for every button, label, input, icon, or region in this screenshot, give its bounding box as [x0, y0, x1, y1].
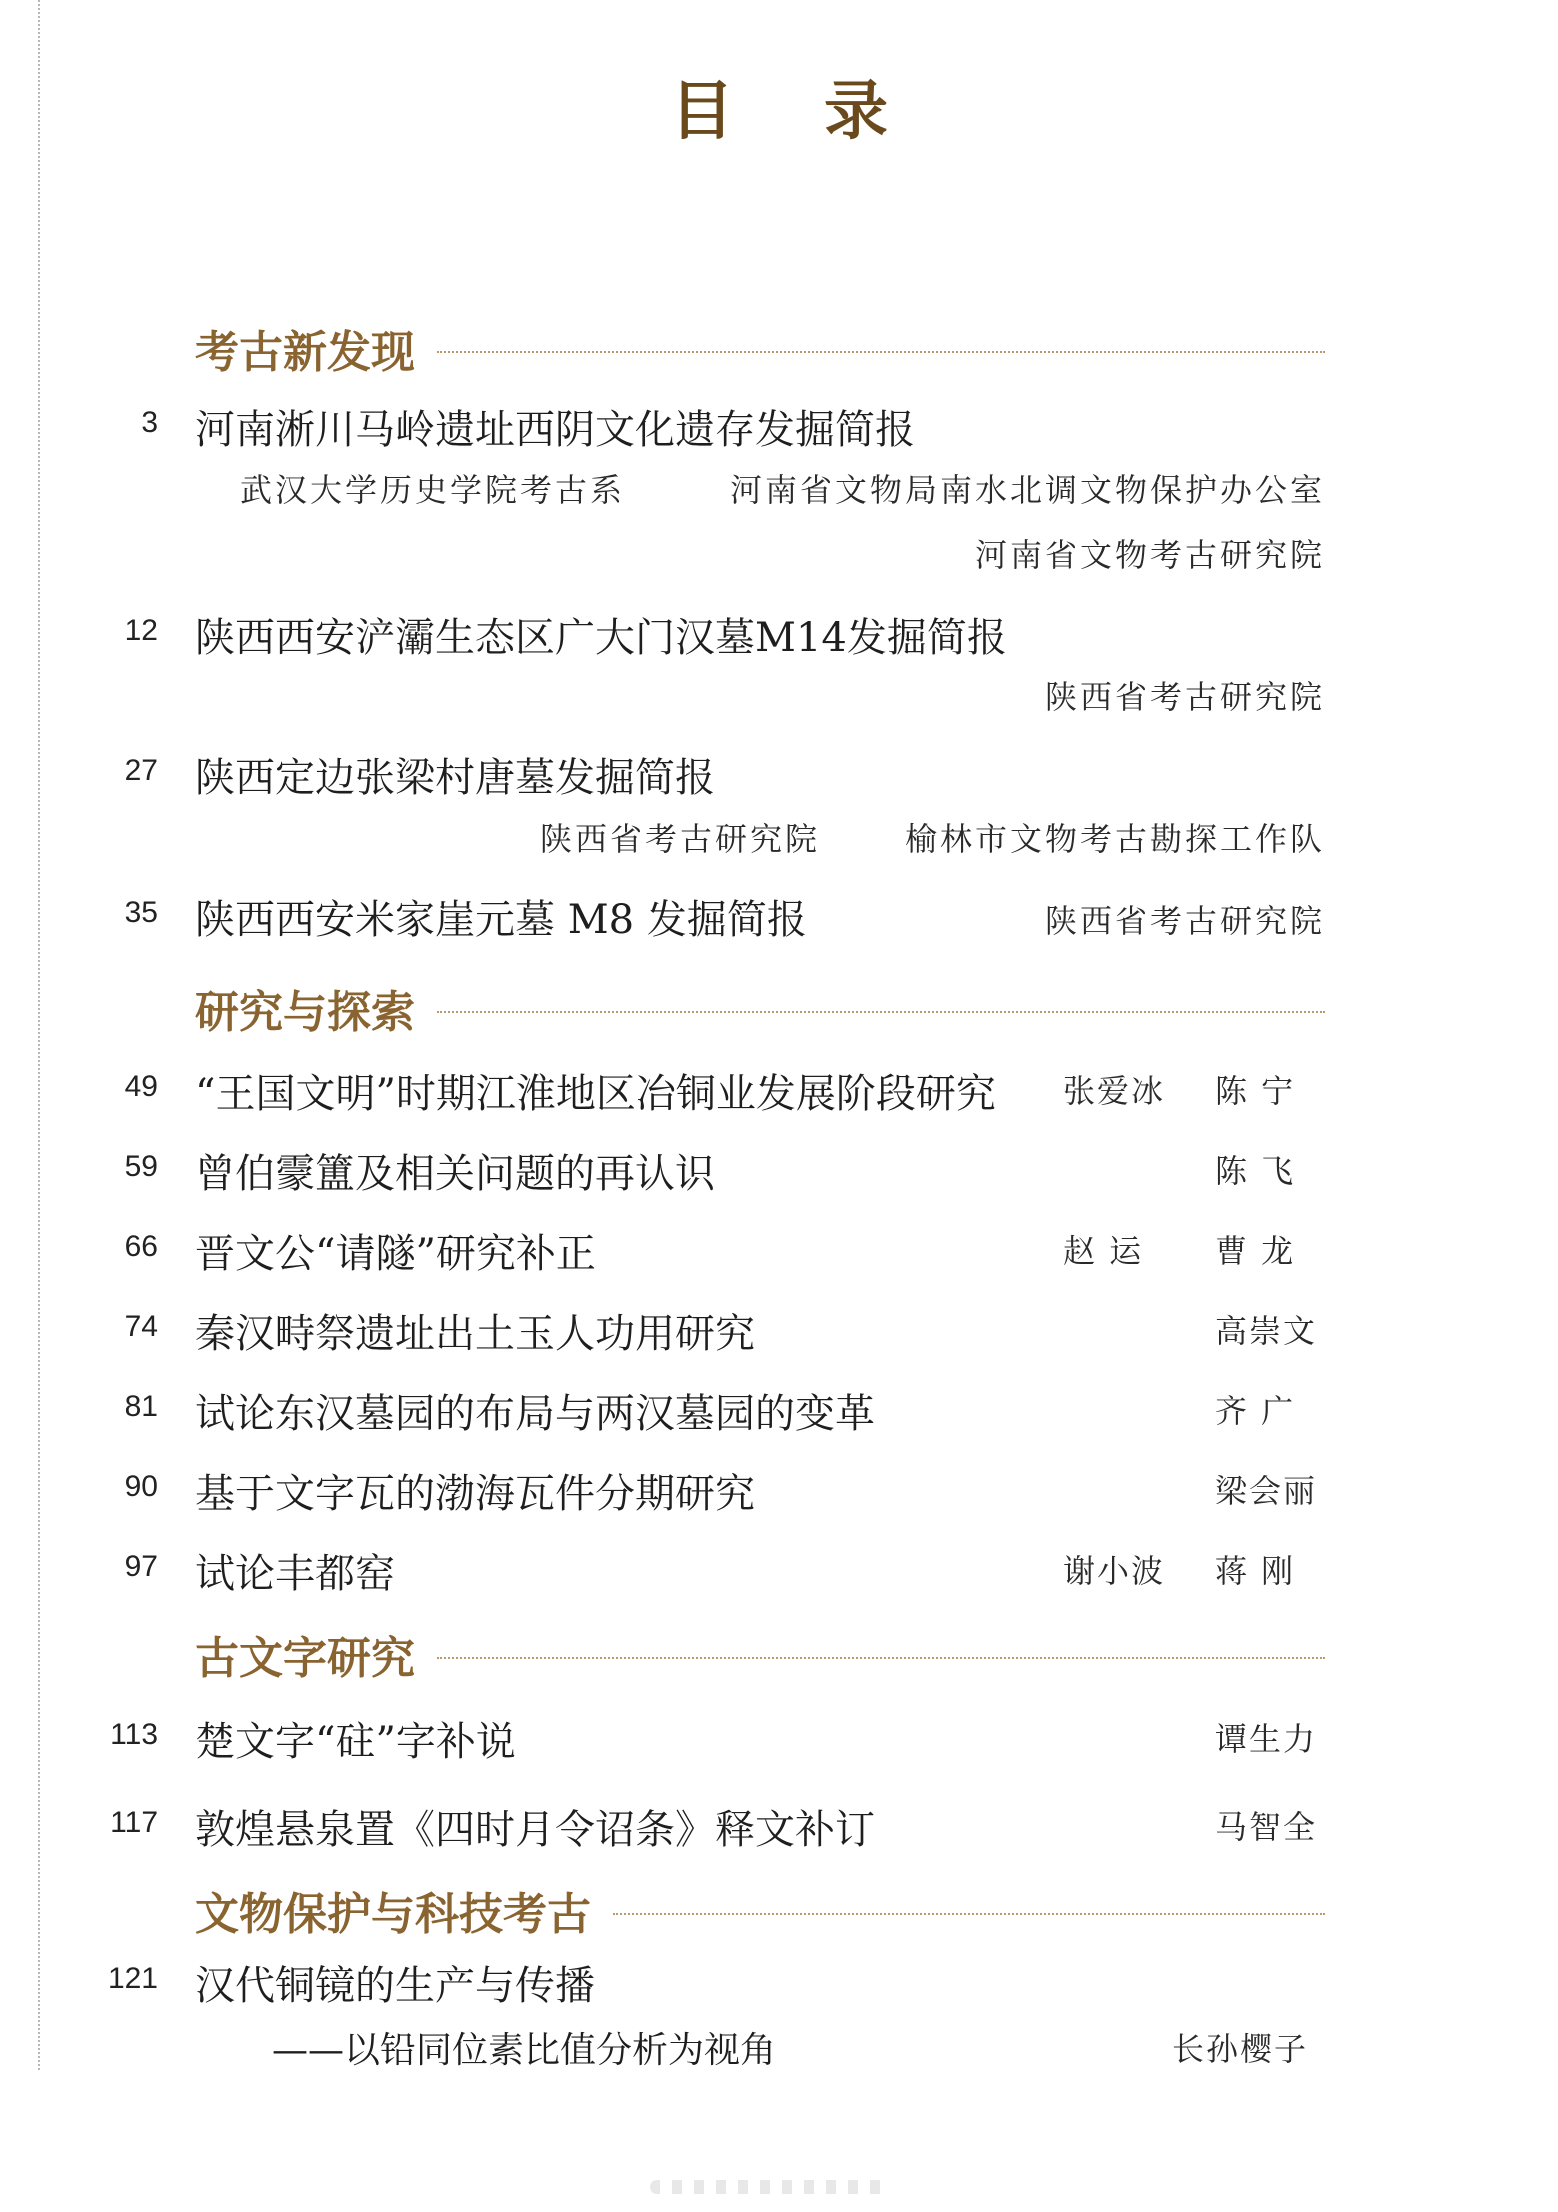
section-title: 文物保护与科技考古: [195, 1889, 591, 1940]
page-number: 27: [124, 754, 158, 787]
section-header-guwenzi-yanjiu: [195, 1624, 1325, 1684]
page-number: 90: [124, 1470, 158, 1503]
article-title[interactable]: 楚文字“砫”字补说: [195, 1719, 516, 1765]
section-header-wenwu-baohu: [195, 1880, 1325, 1940]
page-number: 49: [124, 1070, 158, 1103]
article-affiliation: 陕西省考古研究院: [1044, 902, 1325, 940]
article-author: 梁会丽: [1215, 1472, 1318, 1510]
article-author: 高崇文: [1215, 1312, 1318, 1350]
article-author: 马智全: [1215, 1808, 1318, 1846]
page-number: 97: [124, 1550, 158, 1583]
page-number: 74: [124, 1310, 158, 1343]
page-number: 81: [124, 1390, 158, 1423]
page-number: 113: [110, 1718, 158, 1751]
article-author: 陈 飞: [1215, 1152, 1296, 1190]
article-affiliation: 河南省文物局南水北调文物保护办公室: [729, 471, 1325, 509]
page-number: 35: [124, 896, 158, 929]
section-header-yanjiu-tansuo: [195, 978, 1325, 1038]
article-affiliation: 榆林市文物考古勘探工作队: [904, 820, 1325, 858]
section-title: 古文字研究: [195, 1633, 415, 1684]
page-number: 59: [124, 1150, 158, 1183]
dotted-leader: [437, 1011, 1325, 1013]
article-author: 曹 龙: [1215, 1232, 1296, 1270]
article-title[interactable]: 汉代铜镜的生产与传播: [195, 1963, 595, 2009]
article-author: 谢小波: [1063, 1552, 1166, 1590]
article-author: 张爱冰: [1063, 1072, 1166, 1110]
section-title: 研究与探索: [195, 987, 415, 1038]
page-title: 目录: [670, 74, 978, 149]
article-title[interactable]: 秦汉畤祭遗址出土玉人功用研究: [195, 1311, 755, 1357]
article-title[interactable]: “王国文明”时期江淮地区冶铜业发展阶段研究: [195, 1071, 996, 1117]
page-number: 12: [124, 614, 158, 647]
section-header-kaogu-xinfaxian: [195, 318, 1325, 378]
article-subtitle: ——以铅同位素比值分析为视角: [272, 2030, 777, 2071]
article-author: 齐 广: [1215, 1392, 1296, 1430]
article-title[interactable]: 敦煌悬泉置《四时月令诏条》释文补订: [195, 1807, 875, 1853]
article-author: 陈 宁: [1215, 1072, 1296, 1110]
article-author: 谭生力: [1215, 1720, 1318, 1758]
watermark: [650, 2180, 890, 2194]
page-number: 121: [107, 1962, 158, 1995]
article-title[interactable]: 晋文公“请隧”研究补正: [195, 1231, 596, 1277]
section-title: 考古新发现: [195, 327, 415, 378]
article-title[interactable]: 基于文字瓦的渤海瓦件分期研究: [195, 1471, 755, 1517]
article-title[interactable]: 曾伯霥簠及相关问题的再认识: [195, 1151, 715, 1197]
dotted-leader: [613, 1913, 1325, 1915]
article-title[interactable]: 陕西定边张梁村唐墓发掘简报: [195, 755, 715, 801]
article-affiliation: 陕西省考古研究院: [540, 820, 821, 858]
dotted-leader: [437, 351, 1325, 353]
page-number: 117: [110, 1806, 158, 1839]
article-title[interactable]: 河南淅川马岭遗址西阴文化遗存发掘简报: [195, 407, 915, 453]
article-affiliation: 陕西省考古研究院: [1044, 678, 1325, 716]
page-number: 66: [124, 1230, 158, 1263]
article-affiliation: 河南省文物考古研究院: [974, 536, 1325, 574]
article-author: 赵 运: [1063, 1232, 1144, 1270]
margin-dotted-rule: [38, 0, 40, 2070]
article-title[interactable]: 陕西西安浐灞生态区广大门汉墓M14发掘简报: [195, 615, 1007, 661]
article-title[interactable]: 陕西西安米家崖元墓 M8 发掘简报: [195, 897, 807, 943]
article-author: 长孙樱子: [1172, 2030, 1309, 2068]
dotted-leader: [437, 1657, 1325, 1659]
page-number: 3: [141, 406, 158, 439]
article-title[interactable]: 试论东汉墓园的布局与两汉墓园的变革: [195, 1391, 875, 1437]
article-affiliation: 武汉大学历史学院考古系: [240, 471, 626, 509]
article-author: 蒋 刚: [1215, 1552, 1296, 1590]
article-title[interactable]: 试论丰都窑: [195, 1551, 395, 1597]
